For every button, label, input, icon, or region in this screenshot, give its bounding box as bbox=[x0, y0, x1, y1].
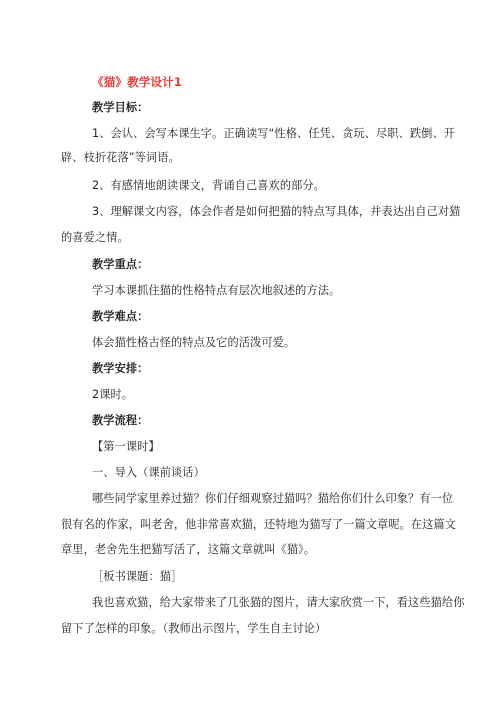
intro-heading: 一、导入（课前谈话） bbox=[92, 466, 205, 479]
objective-3-line-2: 的喜爱之情。 bbox=[61, 231, 129, 244]
key-points-heading: 教学重点： bbox=[92, 258, 149, 271]
difficulty-heading: 教学难点： bbox=[92, 310, 149, 323]
process-heading: 教学流程： bbox=[92, 414, 149, 427]
pictures-paragraph-line-1: 我也喜欢猫，给大家带来了几张猫的图片，请大家欣赏一下，看这些猫给你 bbox=[92, 596, 465, 609]
first-lesson-label: 【第一课时】 bbox=[92, 440, 160, 453]
pictures-paragraph-line-2: 留下了怎样的印象。（教师出示图片，学生自主讨论） bbox=[61, 622, 327, 635]
difficulty-text: 体会猫性格古怪的特点及它的活泼可爱。 bbox=[92, 336, 296, 349]
key-points-text: 学习本课抓住猫的性格特点有层次地叙述的方法。 bbox=[92, 284, 341, 297]
objective-2: 2、有感情地朗读课文，背诵自己喜欢的部分。 bbox=[92, 179, 325, 192]
board-title: ［板书课题：猫］ bbox=[92, 570, 183, 583]
objective-3-line-1: 3、理解课文内容，体会作者是如何把猫的特点写具体，并表达出自己对猫 bbox=[92, 205, 461, 218]
intro-paragraph-line-1: 哪些同学家里养过猫？你们仔细观察过猫吗？猫给你们什么印象？有一位 bbox=[92, 492, 454, 505]
intro-paragraph-line-3: 章里，老舍先生把猫写活了，这篇文章就叫《猫》。 bbox=[61, 543, 316, 556]
objective-1-line-2: 辟、枝折花落”等词语。 bbox=[61, 151, 180, 164]
objective-1-line-1: 1、会认、会写本课生字。正确读写“性格、任凭、贪玩、尽职、跌倒、开 bbox=[92, 127, 456, 140]
document-title: 《猫》教学设计1 bbox=[92, 75, 183, 89]
intro-paragraph-line-2: 很有名的作家，叫老舍，他非常喜欢猫，还特地为猫写了一篇文章呢。在这篇文 bbox=[61, 518, 457, 531]
schedule-heading: 教学安排： bbox=[92, 362, 149, 375]
schedule-text: 2课时。 bbox=[92, 388, 134, 401]
objectives-heading: 教学目标： bbox=[92, 101, 149, 114]
